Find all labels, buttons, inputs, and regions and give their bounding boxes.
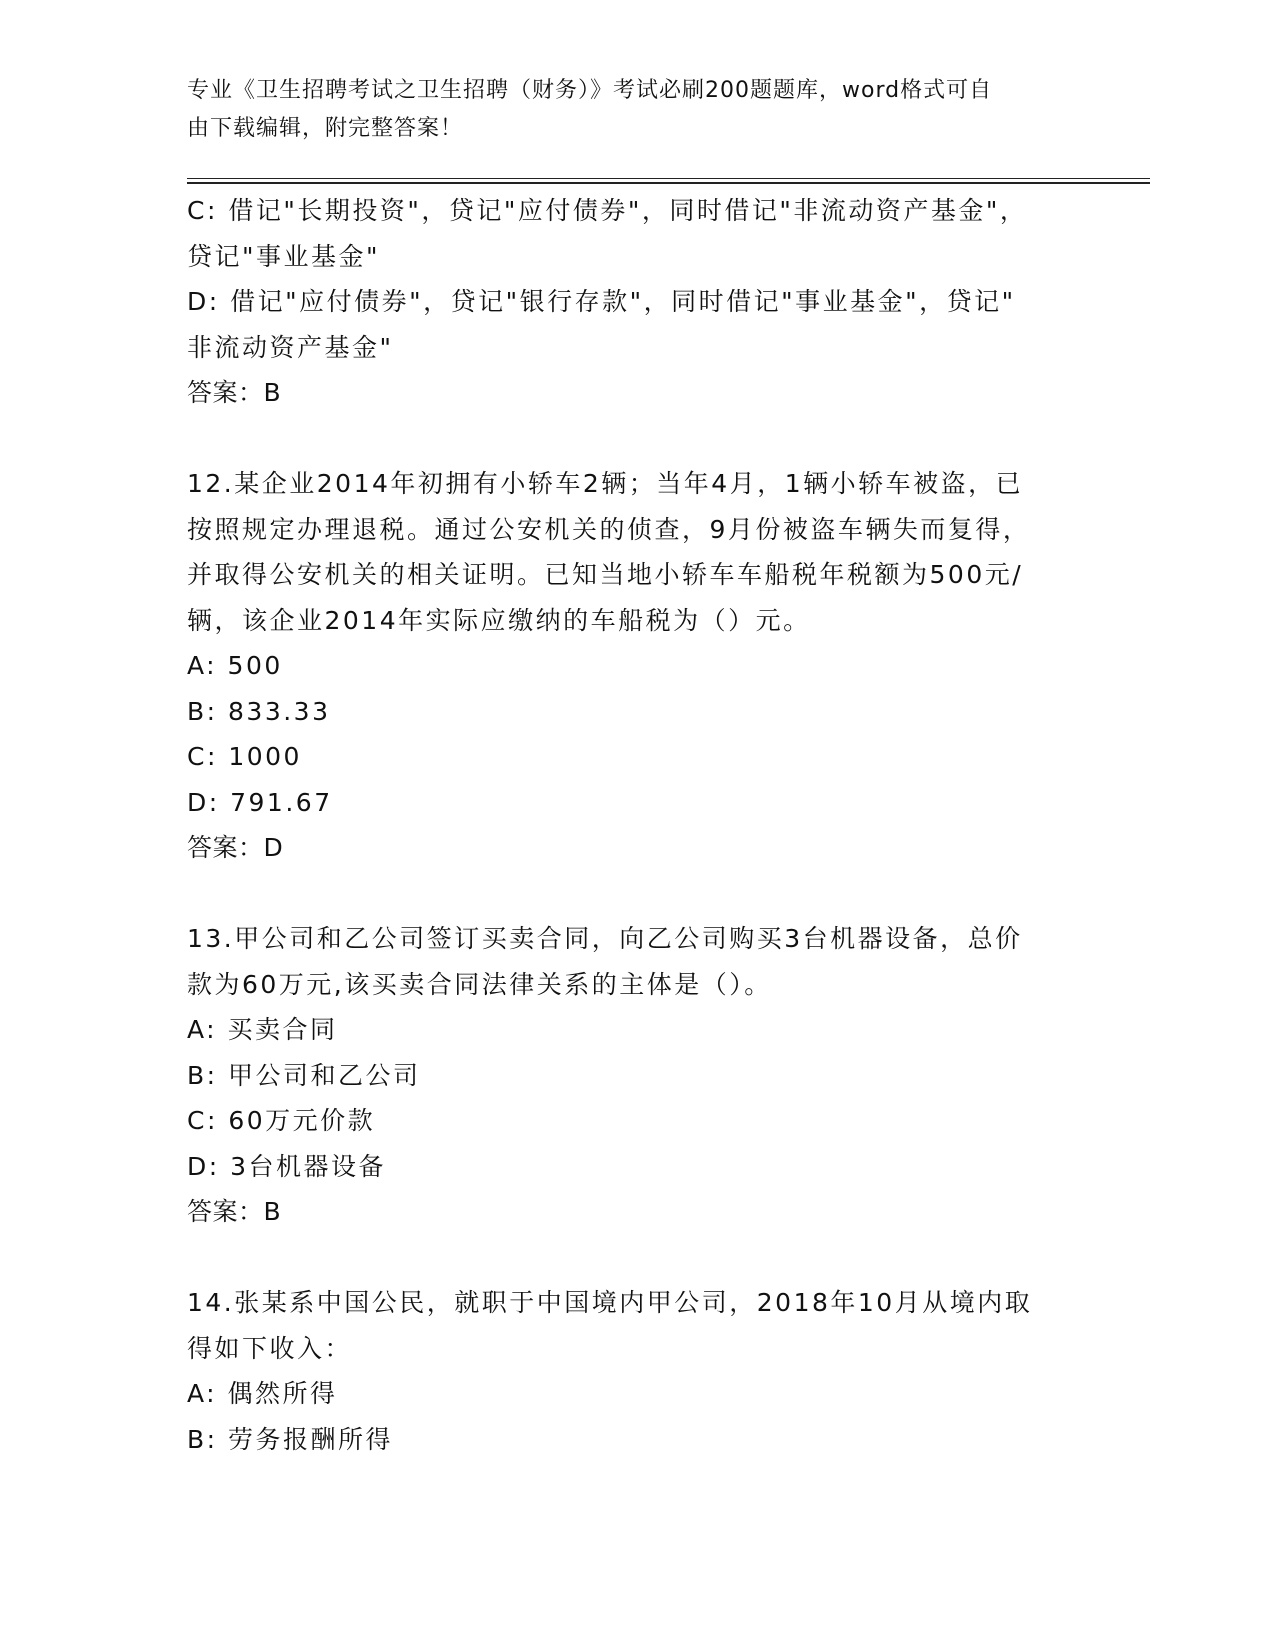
q11-option-d-line-1: D: 借记"应付债券"，贷记"银行存款"，同时借记"事业基金"，贷记" <box>187 287 1016 316</box>
question-11-block <box>187 188 1087 416</box>
q14-stem-line-1: 14.张某系中国公民，就职于中国境内甲公司，2018年10月从境内取 <box>187 1288 1033 1317</box>
q13-option-d: D: 3台机器设备 <box>187 1151 387 1181</box>
q14-option-a: A: 偶然所得 <box>187 1379 338 1408</box>
question-12-block <box>187 461 1087 871</box>
q12-stem-line-3: 并取得公安机关的相关证明。已知当地小轿车车船税年税额为500元/ <box>187 560 1024 589</box>
q11-answer: 答案：B <box>187 378 282 407</box>
header-line-1: 专业《卫生招聘考试之卫生招聘（财务）》考试必刷200题题库，word格式可自 <box>187 78 993 103</box>
question-content <box>187 188 1087 1462</box>
document-header <box>187 72 1077 148</box>
question-14-block <box>187 1280 1087 1462</box>
q14-option-b: B: 劳务报酬所得 <box>187 1424 394 1454</box>
q13-answer: 答案：B <box>187 1197 282 1226</box>
q11-option-d-line-2: 非流动资产基金" <box>187 332 394 362</box>
q12-option-a: A: 500 <box>187 651 283 680</box>
spacer <box>187 871 1087 917</box>
q12-stem-line-1: 12.某企业2014年初拥有小轿车2辆；当年4月，1辆小轿车被盗，已 <box>187 469 1024 498</box>
q12-option-d: D: 791.67 <box>187 787 333 817</box>
q14-stem-line-2: 得如下收入： <box>187 1333 353 1363</box>
header-divider-thin <box>187 178 1150 179</box>
q13-option-c: C: 60万元价款 <box>187 1106 376 1135</box>
q12-option-c: C: 1000 <box>187 742 302 771</box>
q12-stem-line-2: 按照规定办理退税。通过公安机关的侦查，9月份被盗车辆失而复得， <box>187 514 1031 544</box>
header-divider-thick <box>187 182 1150 184</box>
q13-stem-line-2: 款为60万元,该买卖合同法律关系的主体是（）。 <box>187 969 772 999</box>
q12-option-b: B: 833.33 <box>187 696 331 726</box>
q13-stem-line-1: 13.甲公司和乙公司签订买卖合同，向乙公司购买3台机器设备，总价 <box>187 924 1023 953</box>
q12-stem-line-4: 辆，该企业2014年实际应缴纳的车船税为（）元。 <box>187 605 811 635</box>
spacer <box>187 416 1087 462</box>
header-line-2: 由下载编辑，附完整答案！ <box>187 116 464 141</box>
q12-answer: 答案：D <box>187 833 284 862</box>
q11-option-c-line-2: 贷记"事业基金" <box>187 241 380 271</box>
spacer <box>187 1235 1087 1281</box>
q11-option-c-line-1: C: 借记"长期投资"，贷记"应付债券"，同时借记"非流动资产基金"， <box>187 196 1028 225</box>
q13-option-b: B: 甲公司和乙公司 <box>187 1060 421 1090</box>
q13-option-a: A: 买卖合同 <box>187 1015 338 1044</box>
question-13-block <box>187 916 1087 1235</box>
